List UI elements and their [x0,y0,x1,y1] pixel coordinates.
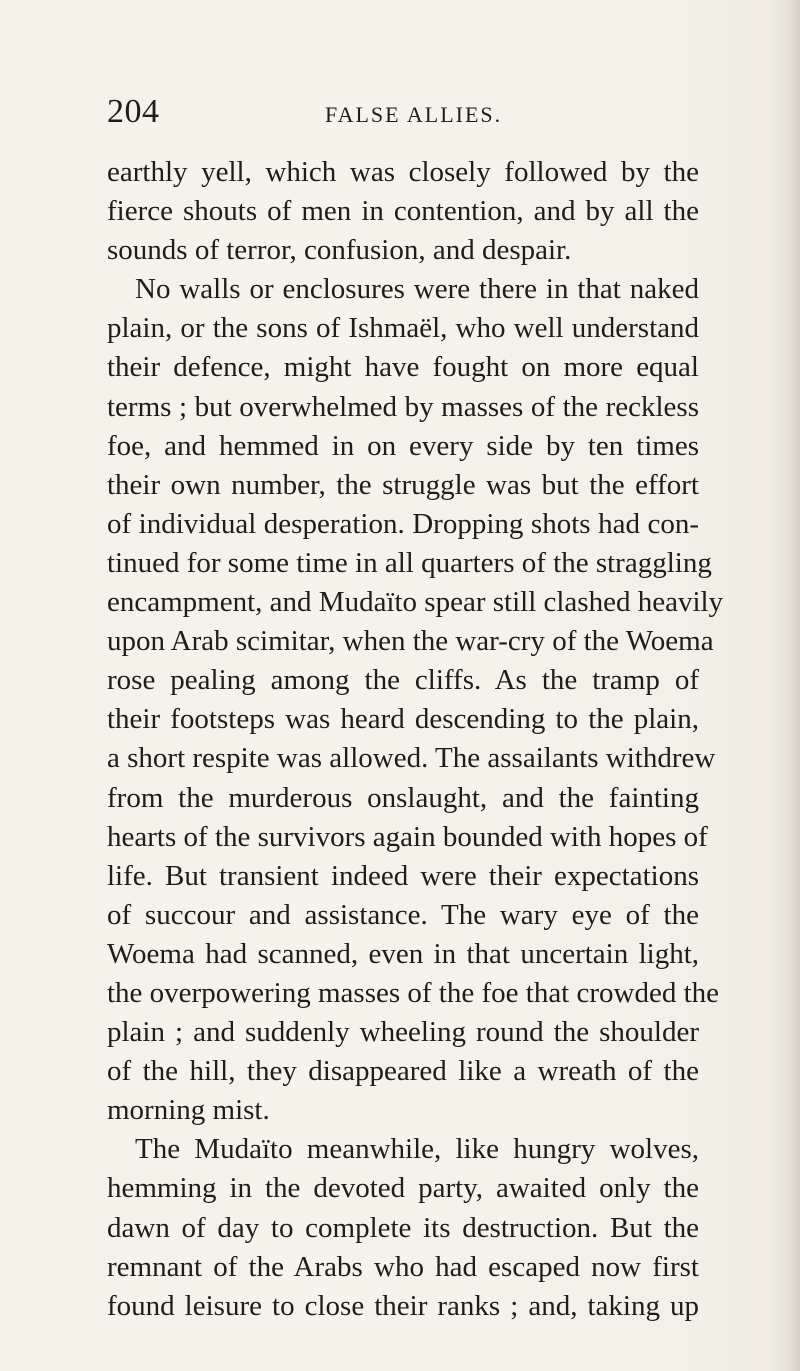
text-line: their defence, might have fought on more equal [107,351,699,384]
text-line: encampment, and Mudaïto spear still clashed heavily [107,586,724,619]
page-edge-shadow [772,0,800,1371]
text-line: morning mist. [107,1094,270,1127]
page-number: 204 [107,93,160,130]
text-line: a short respite was allowed. The assailants withdrew [107,742,716,775]
text-line: fierce shouts of men in contention, and by all the [107,195,699,228]
text-line: the overpowering masses of the foe that crowded the [107,976,720,1009]
text-line: foe, and hemmed in on every side by ten times [107,429,699,462]
text-line: of succour and assistance. The wary eye of the [107,898,699,931]
text-line: upon Arab scimitar, when the war-cry of the Woema [107,625,714,658]
text-line: found leisure to close their ranks ; and, taking up [107,1289,699,1322]
text-line: of individual desperation. Dropping shots had con- [107,507,699,540]
text-line: The Mudaïto meanwhile, like hungry wolves, [135,1133,699,1166]
running-head [107,88,707,138]
text-line: hemming in the devoted party, awaited only the [107,1172,699,1205]
text-line: terms ; but overwhelmed by masses of the reckless [107,390,699,423]
text-line: plain, or the sons of Ishmaël, who well understand [107,312,699,345]
text-line: plain ; and suddenly wheeling round the shoulder [107,1016,699,1049]
text-line: dawn of day to complete its destruction. But the [107,1211,699,1244]
text-line: hearts of the survivors again bounded with hopes of [107,820,708,853]
text-line: sounds of terror, confusion, and despair. [107,234,572,267]
text-line: their footsteps was heard descending to the plain, [107,703,699,736]
text-line: Woema had scanned, even in that uncertain light, [107,937,699,970]
text-line: rose pealing among the cliffs. As the tramp of [107,664,699,697]
running-title: FALSE ALLIES. [325,102,503,127]
text-line: earthly yell, which was closely followed by the [107,156,699,188]
text-line: of the hill, they disappeared like a wreath of the [107,1055,699,1088]
text-line: their own number, the struggle was but the effort [107,468,699,501]
body-text [107,153,724,1326]
text-line: remnant of the Arabs who had escaped now first [107,1250,699,1283]
text-line: life. But transient indeed were their expectations [107,859,699,892]
text-line: tinued for some time in all quarters of the straggling [107,546,712,579]
text-line: from the murderous onslaught, and the fainting [107,781,699,814]
text-line: No walls or enclosures were there in that naked [135,273,699,306]
